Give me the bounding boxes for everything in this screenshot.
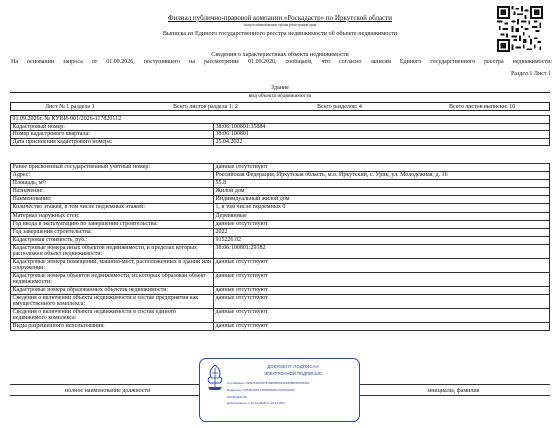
- detail-value: 1, в том числе подземных 0: [214, 204, 550, 212]
- detail-value: Деревянные: [214, 212, 550, 220]
- ids-label: Кадастровый номер:: [11, 123, 214, 131]
- org-name: Филиал публично-правовой компании «Роскадастр» по Иркутской области: [168, 14, 392, 22]
- document-title: Выписка из Единого государственного реестра недвижимости об объекте недвижимости: [162, 30, 398, 37]
- detail-label: Площадь, м²:: [11, 180, 214, 188]
- request-text: На основании запроса от 01.09.2026, поступившего на рассмотрение 01.09.2026, сообщаем, что согласно записям Единого государственного реестра недвижимости:: [11, 59, 552, 65]
- stamp-owner: Владелец: ПУБЛИЧНО-ПРАВОВАЯ КОМПАНИЯ: [227, 388, 295, 392]
- sheet-bar: [10, 102, 550, 111]
- detail-row: [11, 172, 550, 180]
- ids-label: Номер кадастрового квартала:: [11, 131, 214, 139]
- detail-row: [11, 188, 550, 196]
- detail-label: Наименование:: [11, 196, 214, 204]
- detail-label: Сведения о включении объекта недвижимости в состав единого недвижимого комплекса:: [11, 309, 214, 323]
- ids-value: 38:06:100801:35884: [214, 123, 550, 131]
- detail-row: [11, 228, 550, 236]
- detail-value: данные отсутствуют: [214, 309, 550, 323]
- detail-label: Год завершения строительства:: [11, 228, 214, 236]
- stamp-line-2: ЭЛЕКТРОННОЙ ПОДПИСЬЮ: [264, 371, 322, 376]
- detail-label: Адрес:: [11, 172, 214, 180]
- org-subtitle: полное наименование органа регистрации прав: [243, 23, 317, 27]
- sheet-number: Лист № 1 раздела 1: [45, 104, 95, 110]
- detail-row: [11, 309, 550, 323]
- detail-value: данные отсутствуют: [214, 272, 550, 286]
- detail-value: данные отсутствуют: [214, 323, 550, 331]
- detail-row: [11, 272, 550, 286]
- detail-value: данные отсутствуют: [214, 164, 550, 172]
- section-title: Сведения о характеристиках объекта недвижимости: [211, 51, 349, 58]
- stamp-certificate: Сертификат: 03997146184797998085321914388615978403: [227, 381, 310, 385]
- detail-label: Материал наружных стен:: [11, 212, 214, 220]
- details-table: [10, 163, 550, 331]
- detail-row: [11, 295, 550, 309]
- detail-label: Виды разрешенного использования:: [11, 323, 214, 331]
- detail-row: [11, 212, 550, 220]
- detail-value: данные отсутствуют: [214, 286, 550, 294]
- name-label: инициалы, фамилия: [428, 388, 480, 394]
- detail-label: Назначение:: [11, 188, 214, 196]
- detail-row: [11, 220, 550, 228]
- detail-row: [11, 204, 550, 212]
- detail-value: данные отсутствуют: [214, 258, 550, 272]
- electronic-signature-stamp: [199, 358, 360, 422]
- extract-sheets-total: Всего листов выписки: 10: [449, 104, 516, 110]
- ids-label: Дата присвоения кадастрового номера:: [11, 138, 214, 146]
- detail-label: Год ввода в эксплуатацию по завершении строительства:: [11, 220, 214, 228]
- detail-label: Ранее присвоенный государственный учетный номер:: [11, 164, 214, 172]
- detail-row: [11, 164, 550, 172]
- sections-total: Всего разделов: 4: [317, 104, 362, 110]
- section-sheets-total: Всего листов раздела 1: 2: [173, 104, 238, 110]
- stamp-owner-2: РОСКАДАСТР: [227, 395, 248, 399]
- emblem-icon: [204, 363, 226, 391]
- detail-row: [11, 258, 550, 272]
- qr-code: [497, 6, 543, 52]
- detail-label: Кадастровая стоимость, руб.:: [11, 236, 214, 244]
- detail-value: 38:06:100801:29182: [214, 244, 550, 258]
- detail-row: [11, 180, 550, 188]
- detail-row: [11, 244, 550, 258]
- detail-row: [11, 323, 550, 331]
- detail-row: [11, 236, 550, 244]
- detail-value: 55.8: [214, 180, 550, 188]
- detail-value: Жилой дом: [214, 188, 550, 196]
- detail-value: Индивидуальный жилой дом: [214, 196, 550, 204]
- stamp-validity: Действителен: с 24.12.2025 по 19.03.2027: [227, 401, 286, 405]
- ids-value: 38:06:100801: [214, 131, 550, 139]
- detail-row: [11, 286, 550, 294]
- detail-label: Количество этажей, в том числе подземных этажей:: [11, 204, 214, 212]
- extract-reference: 01.09.2026г. № КУВИ-001/2026-117820112: [11, 116, 550, 124]
- detail-value: данные отсутствуют: [214, 220, 550, 228]
- detail-label: Кадастровые номера иных объектов недвижимости, в пределах которых расположен объект недвижимости:: [11, 244, 214, 258]
- detail-label: Кадастровые номера помещений, машино-мест, расположенных в здании или сооружении:: [11, 258, 214, 272]
- ids-table: [10, 115, 550, 146]
- detail-value: 2022: [214, 228, 550, 236]
- detail-label: Кадастровые номера образованных объектов недвижимости:: [11, 286, 214, 294]
- detail-row: [11, 196, 550, 204]
- object-kind: Здание: [10, 84, 550, 93]
- detail-value: Российская Федерация, Иркутская область, м.о. Иркутский, с. Урик, ул. Молодежная, д. 16: [214, 172, 550, 180]
- object-kind-label: вид объекта недвижимости: [248, 93, 312, 99]
- ids-value: 25.04.2022: [214, 138, 550, 146]
- stamp-line-1: ДОКУМЕНТ ПОДПИСАН: [267, 364, 319, 369]
- detail-value: 915226.02: [214, 236, 550, 244]
- section-number: Раздел 1 Лист 1: [510, 71, 551, 77]
- detail-label: Сведения о включении объекта недвижимости в состав предприятия как имущественного комплекса:: [11, 295, 214, 309]
- detail-value: данные отсутствуют: [214, 295, 550, 309]
- detail-label: Кадастровые номера объектов недвижимости, из которых образован объект недвижимости:: [11, 272, 214, 286]
- position-label: полное наименование должности: [65, 388, 151, 394]
